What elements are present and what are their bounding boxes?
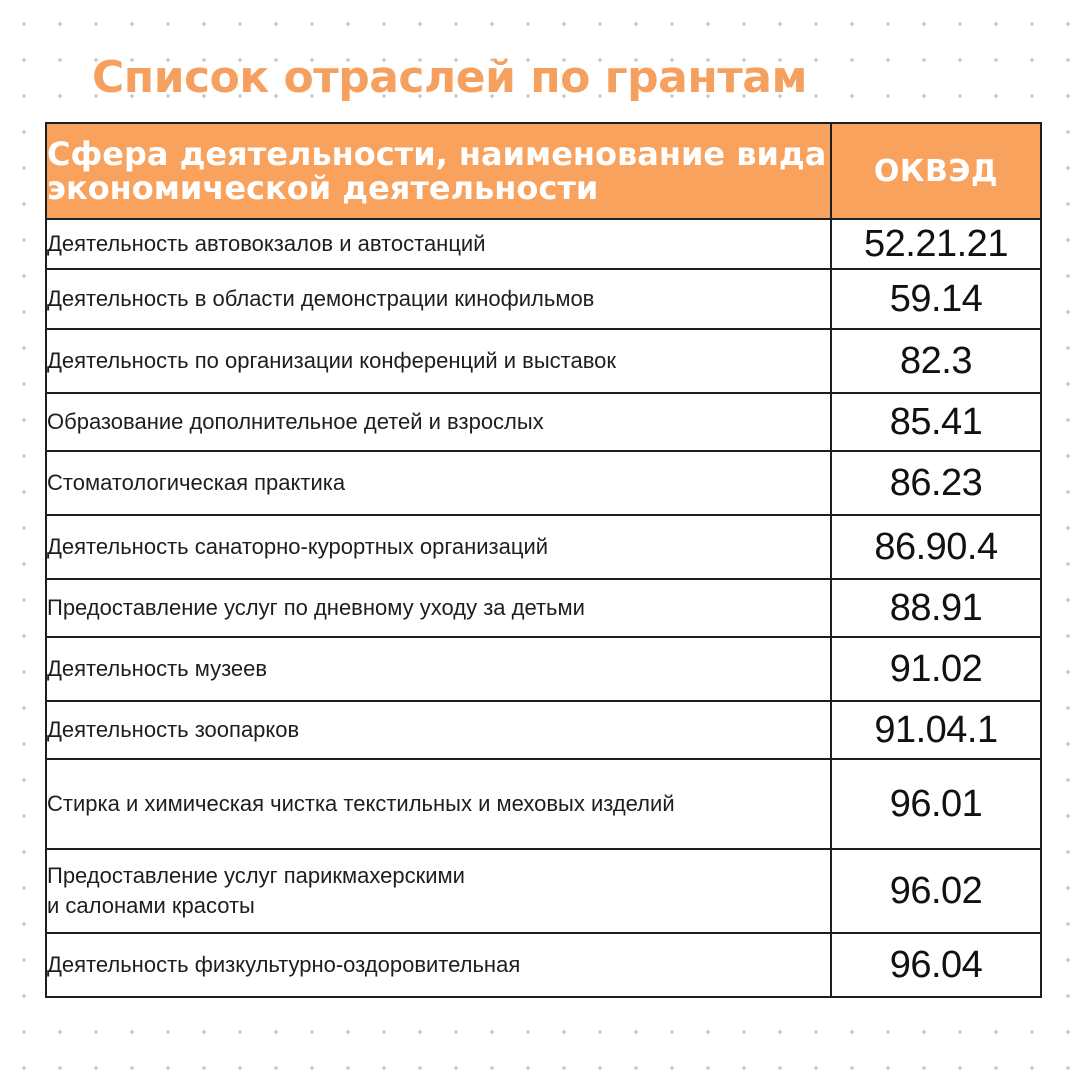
okved-code: 88.91 xyxy=(831,579,1041,637)
activity-text: Деятельность физкультурно-оздоровительная xyxy=(47,952,521,977)
activity-cell xyxy=(46,579,831,637)
okved-code: 85.41 xyxy=(831,393,1041,451)
activity-cell xyxy=(46,451,831,515)
activity-cell xyxy=(46,515,831,579)
activity-cell xyxy=(46,637,831,701)
table-row xyxy=(46,515,1041,579)
activity-text: Предоставление услуг парикмахерскими и салонами красоты xyxy=(47,863,465,918)
okved-code: 52.21.21 xyxy=(831,219,1041,269)
okved-code: 96.01 xyxy=(831,759,1041,849)
table-row xyxy=(46,701,1041,759)
table-row xyxy=(46,933,1041,997)
activity-text: Образование дополнительное детей и взрослых xyxy=(47,409,544,434)
activity-text: Стоматологическая практика xyxy=(47,470,346,495)
okved-code: 96.04 xyxy=(831,933,1041,997)
table-row xyxy=(46,393,1041,451)
okved-code: 96.02 xyxy=(831,849,1041,933)
activity-cell xyxy=(46,701,831,759)
table-row xyxy=(46,579,1041,637)
header-activity: Сфера деятельности, наименование вида экономической деятельности xyxy=(46,123,831,219)
activity-cell xyxy=(46,393,831,451)
table-row xyxy=(46,451,1041,515)
okved-code: 82.3 xyxy=(831,329,1041,393)
activity-text: Деятельность автовокзалов и автостанций xyxy=(47,231,486,256)
table-row xyxy=(46,219,1041,269)
table-header-row xyxy=(46,123,1041,219)
activity-text: Деятельность зоопарков xyxy=(47,717,300,742)
activity-cell xyxy=(46,933,831,997)
grant-industries-table xyxy=(45,122,1042,998)
okved-code: 91.02 xyxy=(831,637,1041,701)
activity-text: Деятельность по организации конференций и выставок xyxy=(47,348,617,373)
table-row xyxy=(46,759,1041,849)
header-okved: ОКВЭД xyxy=(831,123,1041,219)
activity-text: Предоставление услуг по дневному уходу за детьми xyxy=(47,595,585,620)
activity-cell xyxy=(46,329,831,393)
table-row xyxy=(46,269,1041,329)
activity-cell xyxy=(46,269,831,329)
activity-text: Деятельность санаторно-курортных организаций xyxy=(47,534,549,559)
table-row xyxy=(46,637,1041,701)
activity-text: Стирка и химическая чистка текстильных и меховых изделий xyxy=(47,791,675,816)
activity-text: Деятельность музеев xyxy=(47,656,268,681)
activity-text: Деятельность в области демонстрации кинофильмов xyxy=(47,286,595,311)
okved-code: 91.04.1 xyxy=(831,701,1041,759)
page-title: Список отраслей по грантам xyxy=(92,52,807,103)
okved-code: 86.23 xyxy=(831,451,1041,515)
activity-cell xyxy=(46,849,831,933)
table-row xyxy=(46,849,1041,933)
okved-code: 59.14 xyxy=(831,269,1041,329)
activity-cell xyxy=(46,759,831,849)
activity-cell xyxy=(46,219,831,269)
table-row xyxy=(46,329,1041,393)
okved-code: 86.90.4 xyxy=(831,515,1041,579)
